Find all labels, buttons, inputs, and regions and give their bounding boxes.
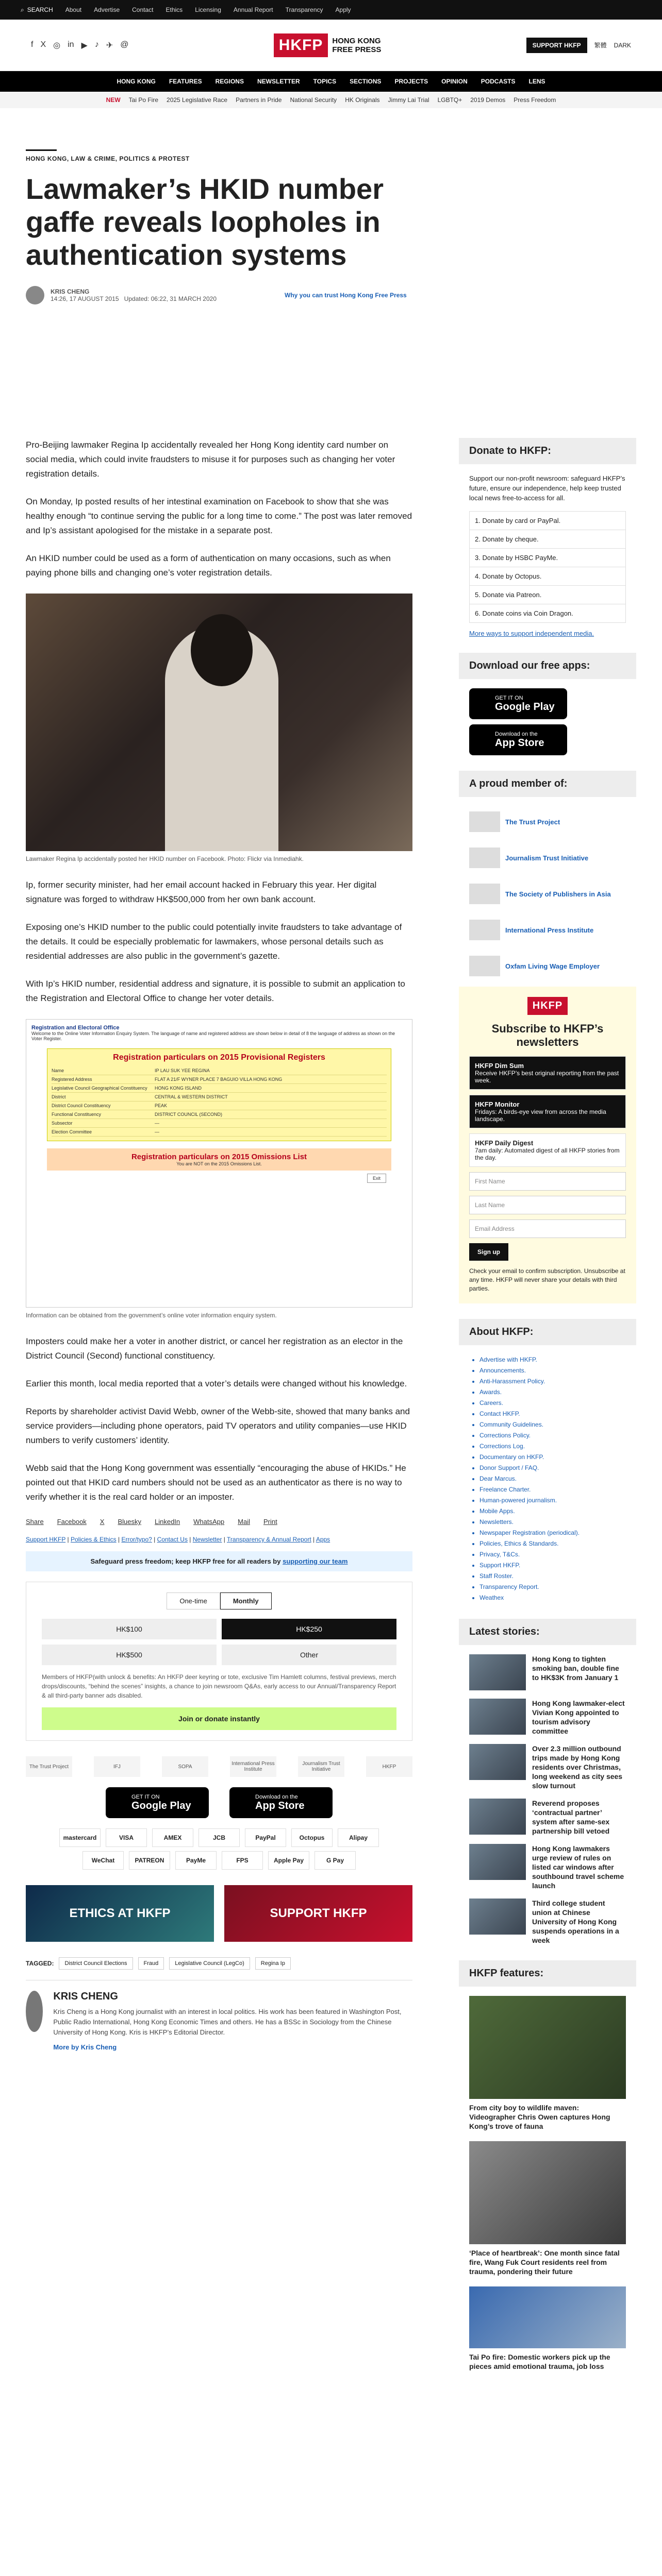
telegram-icon[interactable]: ✈	[106, 41, 113, 50]
tag[interactable]: Regina Ip	[255, 1957, 291, 1970]
nav-regions[interactable]: REGIONS	[215, 78, 244, 85]
paypal-icon[interactable]: PayPal	[245, 1828, 286, 1847]
author-photo	[26, 1991, 43, 2032]
newsletter-logo: HKFP	[527, 997, 568, 1015]
share-print[interactable]: Print	[263, 1518, 277, 1526]
instagram-icon[interactable]: ◎	[53, 41, 61, 50]
donate-intro[interactable]: Support our non-profit newsroom: safeguard HKFP’s future, ensure our independence, help keep trusted local news free-to-access for all.	[469, 474, 625, 502]
story-thumbnail	[469, 1699, 526, 1735]
about-link[interactable]: • Newspaper Registration (periodical).	[479, 1528, 626, 1538]
donate-option[interactable]: 6. Donate coins via Coin Dragon.	[469, 604, 626, 623]
trending-item[interactable]: National Security	[290, 96, 337, 104]
sidebar	[459, 438, 636, 2381]
paragraph: An HKID number could be used as a form of authentication on many occasions, such as when paying phone bills and changing one’s voter registration details.	[26, 553, 391, 578]
doc-row: Subsector —	[52, 1119, 387, 1128]
story-thumbnail	[469, 1899, 526, 1935]
doc-intro: Welcome to the Online Voter Information Enquiry System. The language of name and registered address are shown below in detail of 8 the language of address as shown on the Voter Register.	[31, 1031, 395, 1041]
partner-logo[interactable]: HKFP	[366, 1756, 412, 1777]
omissions-list-box	[47, 1148, 391, 1171]
link-newsletter[interactable]: Newsletter	[192, 1536, 222, 1543]
main-nav	[0, 71, 662, 92]
feature-story[interactable]: ‘Place of heartbreak’: One month since fatal fire, Wang Fuk Court residents reel from trauma, pondering their future	[459, 2141, 636, 2276]
partner-logo[interactable]: International Press Institute	[230, 1756, 276, 1777]
member-logo[interactable]: The Society of Publishers in Asia	[469, 878, 626, 909]
support-banner[interactable]: SUPPORT HKFP	[224, 1885, 412, 1942]
member-logo[interactable]: Journalism Trust Initiative	[469, 842, 626, 873]
partner-logo[interactable]: IFJ	[94, 1756, 140, 1777]
amount-option[interactable]: HK$100	[42, 1619, 217, 1639]
about-link[interactable]: • Advertise with HKFP.	[479, 1354, 626, 1365]
app-store-button[interactable]: Download on the App Store	[229, 1787, 333, 1818]
paragraph: Reports by shareholder activist David Webb, owner of the Webb-site, showed that many banks and service providers—including phone operators, paid TV operators and utility companies—use HKID numbers to verify customers’ identity.	[26, 1406, 410, 1445]
payme-icon[interactable]: PayMe	[175, 1851, 217, 1870]
patreon-icon[interactable]: PATREON	[129, 1851, 170, 1870]
about-link[interactable]: • Anti-Harassment Policy.	[479, 1376, 626, 1387]
article-body	[26, 438, 412, 2052]
tags-label: TAGGED:	[26, 1960, 54, 1967]
nav-podcasts[interactable]: PODCASTS	[481, 78, 516, 85]
share-mail[interactable]: Mail	[238, 1518, 250, 1526]
story-thumbnail	[469, 1799, 526, 1835]
features-heading: HKFP features:	[459, 1960, 636, 1987]
latest-story[interactable]: Over 2.3 million outbound trips made by Hong Kong residents over Christmas, long weekend as city sees slow turnout	[459, 1744, 636, 1790]
article-title: Lawmaker’s HKID number gaffe reveals loopholes in authentication systems	[26, 173, 384, 271]
trust-link[interactable]: Why you can trust Hong Kong Free Press	[285, 292, 407, 299]
about-link[interactable]: • Community Guidelines.	[479, 1419, 626, 1430]
paragraph: Imposters could make her a voter in another district, or cancel her registration as an elector in the District Council (Second) functional constituency.	[26, 1336, 403, 1361]
about-link[interactable]: • Contact HKFP.	[479, 1409, 626, 1419]
author-name[interactable]: KRIS CHENG	[51, 288, 90, 295]
support-hkfp-button[interactable]: SUPPORT HKFP	[526, 38, 587, 53]
trending-item[interactable]: HK Originals	[345, 96, 380, 104]
nav-lens[interactable]: LENS	[528, 78, 545, 85]
donate-tabs	[42, 1592, 396, 1609]
google-play-button[interactable]: GET IT ON Google Play	[106, 1787, 209, 1818]
latest-story[interactable]: Third college student union at Chinese University of Hong Kong suspends operations in a week	[459, 1899, 636, 1945]
doc-row: Registered Address FLAT A 21/F WYNER PLACE 7 BAGUIO VILLA HONG KONG	[52, 1075, 387, 1084]
about-link[interactable]: • Weathex	[479, 1592, 626, 1603]
newsletter-option-dimsum[interactable]: HKFP Dim Sum Receive HKFP’s best original reporting from the past week.	[469, 1056, 626, 1090]
trending-item[interactable]: 2019 Demos	[470, 96, 506, 104]
donate-option[interactable]: 1. Donate by card or PayPal.	[469, 511, 626, 530]
about-link[interactable]: • Privacy, T&Cs.	[479, 1549, 626, 1560]
feature-image	[469, 2141, 626, 2244]
link-support[interactable]: Support HKFP	[26, 1536, 66, 1543]
about-list	[459, 1354, 636, 1603]
about-link[interactable]: • Dear Marcus.	[479, 1473, 626, 1484]
donate-widget	[26, 1582, 412, 1741]
photo-caption: Lawmaker Regina Ip accidentally posted her HKID number on Facebook. Photo: Flickr via Inmediahk.	[26, 855, 304, 862]
jcb-icon[interactable]: JCB	[198, 1828, 240, 1847]
payment-methods-row	[26, 1828, 412, 1847]
article-categories[interactable]: HONG KONG, LAW & CRIME, POLITICS & PROTEST	[26, 149, 57, 162]
fps-icon[interactable]: FPS	[222, 1851, 263, 1870]
author-box-name: KRIS CHENG	[53, 1991, 118, 2002]
doc-row: Name IP LAU SUK YEE REGINA	[52, 1066, 387, 1075]
photo-subject-head	[191, 614, 253, 686]
latest-story[interactable]: Hong Kong lawmaker-elect Vivian Kong appointed to tourism advisory committee	[459, 1699, 636, 1736]
doc-row: Functional Constituency DISTRICT COUNCIL (SECOND)	[52, 1110, 387, 1119]
about-link[interactable]: • Documentary on HKFP.	[479, 1452, 626, 1463]
share-bar	[26, 1518, 412, 1526]
linkedin-icon[interactable]: in	[68, 40, 74, 49]
paragraph: Ip, former security minister, had her email account hacked in February this year. Her digital signature was forged to withdraw HK$500,000 from her own bank account.	[26, 880, 377, 904]
nav-newsletter[interactable]: NEWSLETTER	[257, 78, 300, 85]
trending-item[interactable]: Tai Po Fire	[128, 96, 159, 104]
story-thumbnail	[469, 1654, 526, 1690]
about-link[interactable]: • Policies, Ethics & Standards.	[479, 1538, 626, 1549]
doc-header: Registration and Electoral Office	[31, 1025, 120, 1031]
partner-logo[interactable]: The Trust Project	[26, 1756, 72, 1777]
about-link[interactable]: • Support HKFP.	[479, 1560, 626, 1571]
promo-banners	[26, 1885, 412, 1942]
share-bluesky[interactable]: Bluesky	[118, 1518, 141, 1526]
social-icons	[31, 40, 129, 50]
tab-monthly[interactable]: Monthly	[220, 1592, 272, 1609]
doc-row: District CENTRAL & WESTERN DISTRICT	[52, 1093, 387, 1101]
latest-heading: Latest stories:	[459, 1619, 636, 1645]
doc-exit-button: Exit	[367, 1174, 386, 1183]
last-name-input[interactable]: Last Name	[469, 1196, 626, 1214]
about-link[interactable]: • Freelance Charter.	[479, 1484, 626, 1495]
site-logo[interactable]: HKFP HONG KONG FREE PRESS	[274, 33, 382, 57]
story-thumbnail	[469, 1844, 526, 1880]
alipay-icon[interactable]: Alipay	[338, 1828, 379, 1847]
paragraph: Pro-Beijing lawmaker Regina Ip accidentally revealed her Hong Kong identity card number on social media, which could invite fraudsters to misuse it for purposes such as changing her voter registration details.	[26, 440, 395, 479]
share-facebook[interactable]: Facebook	[57, 1518, 87, 1526]
paragraph: Webb said that the Hong Kong government was essentially “encouraging the abuse of HKIDs.” He pointed out that HKID card numbers should not be used as an authenticator as there is no way to verify whether it is the real card holder or an imposter.	[26, 1463, 406, 1502]
trending-label: NEW	[106, 96, 121, 104]
threads-icon[interactable]: @	[120, 40, 129, 49]
paragraph: On Monday, Ip posted results of her intestinal examination on Facebook to show that she was healthy enough “to continue serving the public for a long time to come.” The post was later removed and Ip’s assistant apologised for the mistake in a separate post.	[26, 497, 412, 535]
byline	[26, 286, 636, 304]
donate-heading: Donate to HKFP:	[459, 438, 636, 464]
newsletter-note: Check your email to confirm subscription. Unsubscribe at any time. HKFP will never share your details with third parties.	[469, 1267, 625, 1292]
about-link[interactable]: • Awards.	[479, 1387, 626, 1398]
amount-option-selected[interactable]: HK$250	[222, 1619, 396, 1639]
search-icon: ⌕	[21, 6, 24, 13]
nav-topics[interactable]: TOPICS	[313, 78, 337, 85]
member-logo[interactable]: The Trust Project	[469, 806, 626, 837]
about-link[interactable]: • Newsletters.	[479, 1517, 626, 1528]
feature-story[interactable]: From city boy to wildlife maven: Videographer Chris Owen captures Hong Kong’s trove of fauna	[459, 1996, 636, 2131]
language-toggle[interactable]: 繁體	[594, 42, 607, 49]
author-bio: Kris Cheng is a Hong Kong journalist with an interest in local politics. His work has been featured in Washington Post, Public Radio International, Hong Kong Economic Times and others. He has a BSSc in Sociology from the Chinese University of Hong Kong. Kris is HKFP’s Editorial Director.	[53, 2008, 402, 2036]
link-policies[interactable]: Policies & Ethics	[70, 1536, 117, 1543]
latest-story[interactable]: Hong Kong to tighten smoking ban, double fine to HK$3K from January 1	[459, 1654, 636, 1690]
header-tools	[526, 38, 631, 53]
search-toggle[interactable]: ⌕ SEARCH	[21, 6, 53, 13]
ethics-banner[interactable]: ETHICS AT HKFP	[26, 1885, 214, 1942]
latest-story[interactable]: Reverend proposes ‘contractual partner’ system after same-sex partnership bill vetoed	[459, 1799, 636, 1836]
about-link[interactable]: • Careers.	[479, 1398, 626, 1409]
newsletter-option-digest[interactable]: HKFP Daily Digest 7am daily: Automated digest of all HKFP stories from the day.	[469, 1133, 626, 1167]
trending-item[interactable]: Jimmy Lai Trial	[388, 96, 429, 104]
donate-option[interactable]: 3. Donate by HSBC PayMe.	[469, 548, 626, 567]
about-link[interactable]: • Mobile Apps.	[479, 1506, 626, 1517]
link-apps[interactable]: Apps	[316, 1536, 330, 1543]
trending-item[interactable]: Partners in Pride	[236, 96, 282, 104]
x-icon[interactable]: X	[40, 40, 46, 49]
about-link[interactable]: • Human-powered journalism.	[479, 1495, 626, 1506]
publish-date: 14:26, 17 AUGUST 2015	[51, 295, 119, 302]
topbar-advertise[interactable]: Advertise	[94, 6, 120, 13]
newsletter-signup	[459, 987, 636, 1303]
topbar-ethics[interactable]: Ethics	[166, 6, 183, 13]
omissions-note: You are NOT on the 2015 Omissions List.	[176, 1161, 262, 1166]
about-link[interactable]: • Announcements.	[479, 1365, 626, 1376]
feature-image	[469, 2286, 626, 2348]
donate-option[interactable]: 4. Donate by Octopus.	[469, 567, 626, 586]
facebook-icon[interactable]: f	[31, 40, 34, 49]
about-link[interactable]: • Corrections Log.	[479, 1441, 626, 1452]
brand-bar	[0, 20, 662, 71]
tag-list	[26, 1957, 412, 1970]
nav-opinion[interactable]: OPINION	[441, 78, 468, 85]
sidebar-apps	[459, 688, 636, 755]
topbar-about[interactable]: About	[65, 6, 82, 13]
topbar-transparency[interactable]: Transparency	[285, 6, 323, 13]
app-buttons	[26, 1787, 412, 1818]
member-logo[interactable]: International Press Institute	[469, 914, 626, 945]
story-thumbnail	[469, 1744, 526, 1780]
topbar-apply[interactable]: Apply	[335, 6, 351, 13]
tag[interactable]: Legislative Council (LegCo)	[169, 1957, 250, 1970]
member-heading: A proud member of:	[459, 771, 636, 797]
provisional-register-title: Registration particulars on 2015 Provisional Registers	[113, 1053, 325, 1062]
feature-image	[469, 1996, 626, 2099]
partner-logos	[26, 1756, 412, 1777]
wechat-icon[interactable]: WeChat	[82, 1851, 124, 1870]
apps-heading: Download our free apps:	[459, 653, 636, 679]
doc-caption: Information can be obtained from the government’s online voter information enquiry system.	[26, 1312, 277, 1319]
nav-hong-kong[interactable]: HONG KONG	[117, 78, 156, 85]
footer-links: Support HKFP | Policies & Ethics | Error/typo? | Contact Us | Newsletter | Transparency & Annual Report | Apps	[26, 1536, 330, 1543]
visa-icon[interactable]: VISA	[106, 1828, 147, 1847]
join-donate-button[interactable]: Join or donate instantly	[42, 1707, 396, 1730]
mastercard-icon[interactable]: mastercard	[59, 1828, 101, 1847]
trending-item[interactable]: Press Freedom	[514, 96, 556, 104]
trending-item[interactable]: LGBTQ+	[437, 96, 462, 104]
tiktok-icon[interactable]: ♪	[94, 40, 99, 49]
about-link[interactable]: • Corrections Policy.	[479, 1430, 626, 1441]
email-input[interactable]: Email Address	[469, 1219, 626, 1238]
amount-option[interactable]: HK$500	[42, 1645, 217, 1665]
support-team-link[interactable]: supporting our team	[283, 1557, 348, 1565]
membership-note: Members of HKFP(with unlock & benefits: An HKFP deer keyring or tote, exclusive Tim Hamlett columns, festival previews, merch drops/discounts, “behind the scenes” insights, a chance to join newsroom Q&As, early access to our Annual/Transparency Report & all third-party banner ads disabled.	[42, 1673, 396, 1699]
trending-bar	[0, 92, 662, 108]
voter-register-screenshot	[26, 1019, 412, 1308]
amex-icon[interactable]: AMEX	[152, 1828, 193, 1847]
about-link[interactable]: • Staff Roster.	[479, 1571, 626, 1582]
paragraph: Earlier this month, local media reported that a voter’s details were changed without his knowledge.	[26, 1379, 407, 1388]
topbar-licensing[interactable]: Licensing	[195, 6, 221, 13]
payment-methods-row	[26, 1851, 412, 1870]
donate-option[interactable]: 2. Donate by cheque.	[469, 530, 626, 549]
partner-logo[interactable]: Journalism Trust Initiative	[298, 1756, 344, 1777]
donate-option[interactable]: 5. Donate via Patreon.	[469, 585, 626, 604]
topbar-contact[interactable]: Contact	[132, 6, 154, 13]
paragraph: Exposing one’s HKID number to the public could potentially invite fraudsters to take advantage of the details. It could be especially problematic for lawmakers, whose personal details such as residential addresses are also public in the government’s gazette.	[26, 922, 402, 961]
google-pay-icon[interactable]: G Pay	[315, 1851, 356, 1870]
newsletter-title: Subscribe to HKFP’s newsletters	[491, 1022, 604, 1048]
amount-option-other[interactable]: Other	[222, 1645, 396, 1665]
doc-row: Legislative Council Geographical Constituency HONG KONG ISLAND	[52, 1084, 387, 1093]
share-x[interactable]: X	[100, 1518, 105, 1526]
nav-projects[interactable]: PROJECTS	[394, 78, 428, 85]
partner-logo[interactable]: SOPA	[162, 1756, 208, 1777]
trending-item[interactable]: 2025 Legislative Race	[167, 96, 228, 104]
share-whatsapp[interactable]: WhatsApp	[193, 1518, 225, 1526]
link-transparency[interactable]: Transparency & Annual Report	[227, 1536, 311, 1543]
sidebar-google-play[interactable]: GET IT ON Google Play	[469, 688, 567, 719]
more-ways-link[interactable]: More ways to support independent media.	[469, 630, 594, 637]
link-contact[interactable]: Contact Us	[157, 1536, 188, 1543]
donate-options	[459, 511, 636, 623]
omissions-list-title: Registration particulars on 2015 Omissions List	[131, 1153, 307, 1161]
about-link[interactable]: • Donor Support / FAQ.	[479, 1463, 626, 1473]
feature-story[interactable]: Tai Po fire: Domestic workers pick up the pieces amid emotional trauma, job loss	[459, 2286, 636, 2371]
topbar-annual-report[interactable]: Annual Report	[233, 6, 273, 13]
article-photo	[26, 594, 412, 851]
tag[interactable]: District Council Elections	[59, 1957, 133, 1970]
tag[interactable]: Fraud	[138, 1957, 164, 1970]
apple-pay-icon[interactable]: Apple Pay	[268, 1851, 309, 1870]
provisional-register-box	[47, 1048, 391, 1141]
sign-up-button[interactable]: Sign up	[469, 1243, 508, 1261]
nav-features[interactable]: FEATURES	[169, 78, 202, 85]
top-utility-bar	[0, 0, 662, 20]
youtube-icon[interactable]: ▶	[81, 41, 88, 50]
about-link[interactable]: • Transparency Report.	[479, 1582, 626, 1592]
doc-row: District Council Constituency PEAK	[52, 1101, 387, 1110]
first-name-input[interactable]: First Name	[469, 1172, 626, 1191]
page-container	[26, 149, 636, 2370]
doc-row: Election Committee —	[52, 1128, 387, 1137]
paragraph: With Ip’s HKID number, residential address and signature, it is possible to submit an application to the Registration and Electoral Office to change her voter details.	[26, 979, 405, 1003]
dark-mode-toggle[interactable]: DARK	[614, 41, 631, 49]
share-linkedin[interactable]: LinkedIn	[155, 1518, 180, 1526]
link-error[interactable]: Error/typo?	[121, 1536, 152, 1543]
author-box	[26, 1980, 412, 2052]
author-avatar	[26, 286, 44, 304]
updated-date: Updated: 06:22, 31 MARCH 2020	[124, 295, 217, 302]
about-heading: About HKFP:	[459, 1319, 636, 1345]
nav-sections[interactable]: SECTIONS	[350, 78, 382, 85]
latest-story[interactable]: Hong Kong lawmakers urge review of rules on listed car windows after southbound travel scheme launch	[459, 1844, 636, 1890]
sidebar-app-store[interactable]: Download on the App Store	[469, 724, 567, 755]
newsletter-option-monitor[interactable]: HKFP Monitor Fridays: A birds-eye view from across the media landscape.	[469, 1095, 626, 1128]
tab-one-time[interactable]: One-time	[167, 1592, 220, 1609]
member-logo[interactable]: Oxfam Living Wage Employer	[469, 951, 626, 981]
octopus-icon[interactable]: Octopus	[291, 1828, 333, 1847]
share-button[interactable]: Share	[26, 1518, 44, 1526]
member-logos	[459, 806, 636, 981]
more-by-author-link[interactable]: More by Kris Cheng	[53, 2043, 117, 2051]
donate-amounts	[42, 1619, 396, 1665]
safeguard-banner: Safeguard press freedom; keep HKFP free for all readers by supporting our team	[26, 1551, 412, 1571]
